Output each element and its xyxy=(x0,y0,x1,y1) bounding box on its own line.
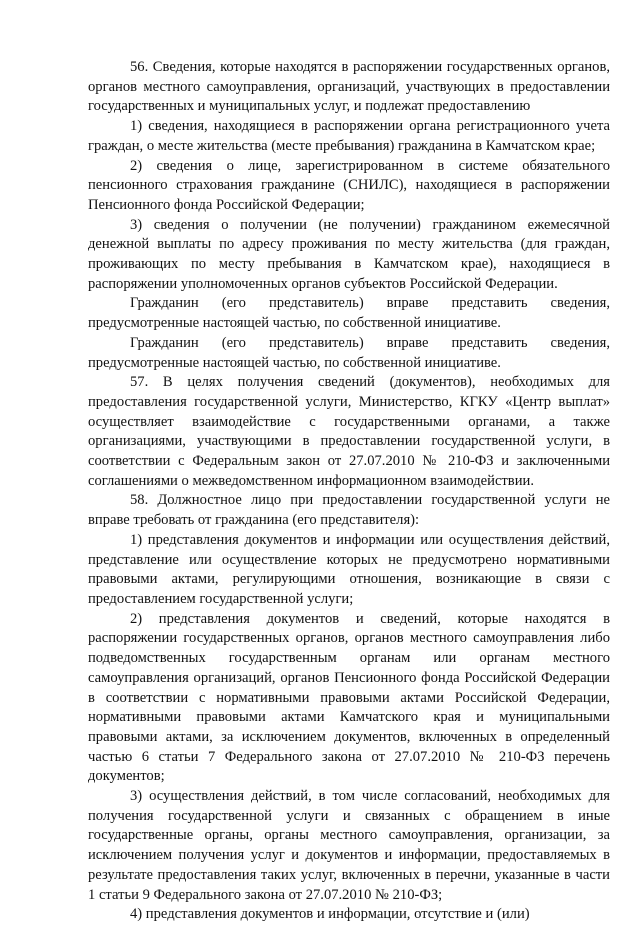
list-item-56-1: 1) сведения, находящиеся в распоряжении органа регистрационного учета граждан, о месте жительства (месте пребывания) гражданина в Камчатском крае; xyxy=(88,118,610,154)
document-page xyxy=(88,58,610,925)
list-item-58-3: 3) осуществления действий, в том числе согласований, необходимых для получения государственной услуги и связанных с обращением в иные государственные органы, органы местного самоуправления, организации, за исключением получения услуг и документов и информации, предоставляемых в результате предоставления таких услуг, включенных в перечни, указанные в части 1 статьи 9 Федерального закона от 27.07.2010 № 210-ФЗ; xyxy=(88,788,610,903)
list-item-58-1: 1) представления документов и информации или осуществления действий, представление или осуществление которых не предусмотрено нормативными правовыми актами, регулирующими отношения, возникающие в связи с предоставлением государственной услуги; xyxy=(88,531,610,607)
list-item-58-4: 4) представления документов и информации, отсутствие и (или) xyxy=(130,906,530,923)
paragraph-57: 57. В целях получения сведений (документов), необходимых для предоставления государственной услуги, Министерство, КГКУ «Центр выплат» осуществляет взаимодействие с государственными органами, а также организациями, участвующими в предоставлении государственной услуги, в соответствии с Федеральным закон от 27.07.2010 № 210-ФЗ и заключенными соглашениями о межведомственном информационном взаимодействии. xyxy=(88,374,610,489)
paragraph-initiative-2: Гражданин (его представитель) вправе представить сведения, предусмотренные настоящей частью, по собственной инициативе. xyxy=(88,334,610,371)
list-item-58-2: 2) представления документов и сведений, которые находятся в распоряжении государственных органов, органов местного самоуправления либо подведомственных государственным органам или органам местного самоуправления организаций, органов Пенсионного фонда Российской Федерации в соответствии с нормативными правовыми актами Российской Федерации, нормативными правовыми актами Камчатского края и муниципальными правовыми актами, за исключением документов, включенных в определенный частью 6 статьи 7 Федерального закона от 27.07.2010 № 210-ФЗ перечень документов; xyxy=(88,610,610,785)
list-item-56-3: 3) сведения о получении (не получении) гражданином ежемесячной денежной выплаты по адресу проживания по месту жительства (для граждан, проживающих по месту пребывания в Камчатском крае), находящиеся в распоряжении уполномоченных органов субъектов Российской Федерации. xyxy=(88,216,610,292)
paragraph-56: 56. Сведения, которые находятся в распоряжении государственных органов, органов местного самоуправления, организаций, участвующих в предоставлении государственных и муниципальных услуг, и подлежат предоставлению xyxy=(88,59,610,115)
list-item-56-2: 2) сведения о лице, зарегистрированном в системе обязательного пенсионного страхования гражданине (СНИЛС), находящиеся в распоряжении Пенсионного фонда Российской Федерации; xyxy=(88,157,610,213)
paragraph-initiative-1: Гражданин (его представитель) вправе представить сведения, предусмотренные настоящей частью, по собственной инициативе. xyxy=(88,295,610,332)
paragraph-58: 58. Должностное лицо при предоставлении государственной услуги не вправе требовать от гражданина (его представителя): xyxy=(88,492,610,529)
